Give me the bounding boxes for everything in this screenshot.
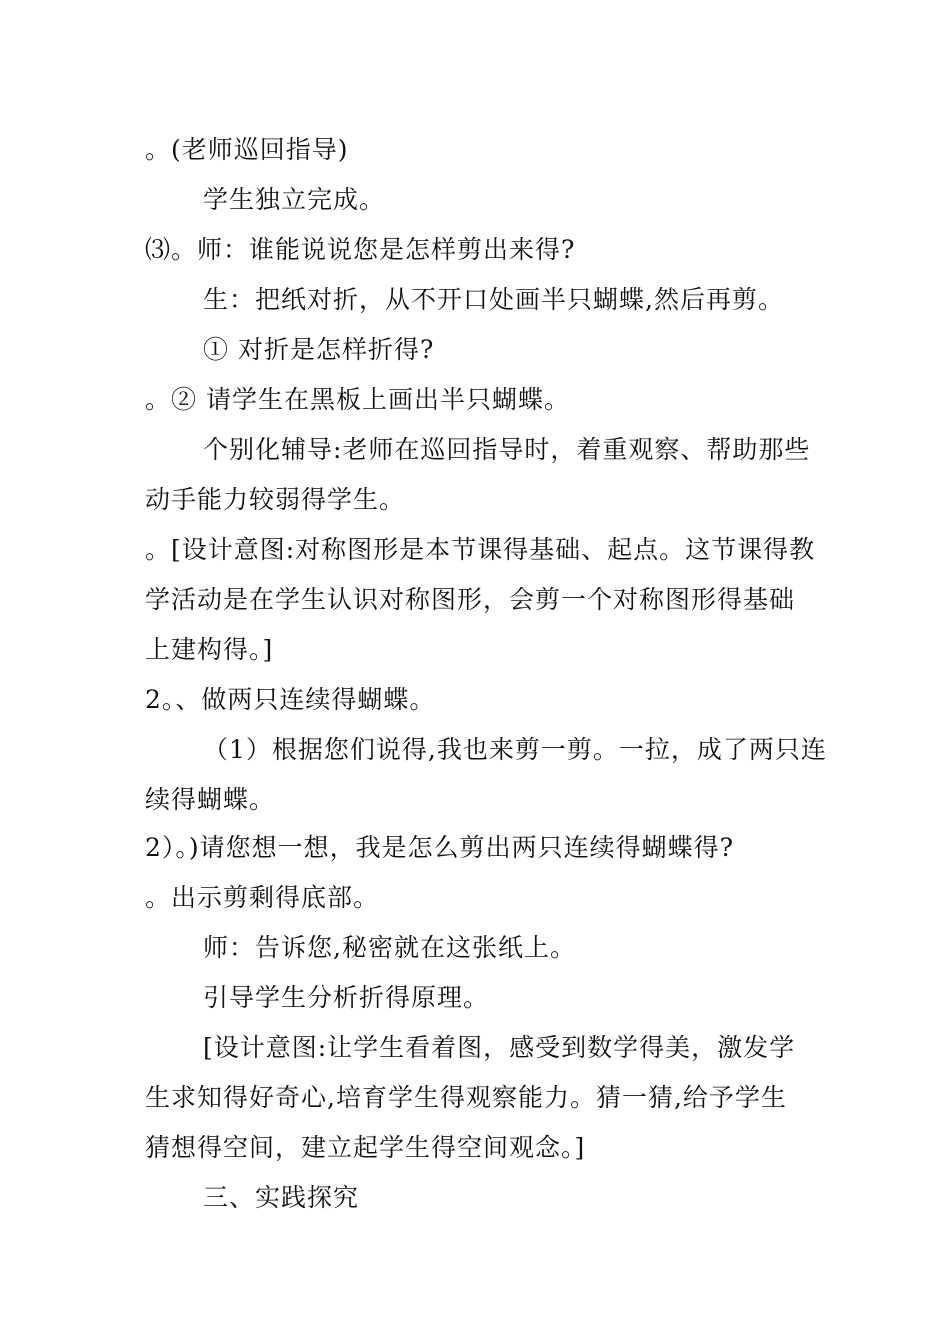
text-line: 学生独立完成。 bbox=[203, 185, 386, 214]
text-line: 。② 请学生在黑板上画出半只蝴蝶。 bbox=[145, 385, 570, 414]
text-line: 2。、做两只连续得蝴蝶。 bbox=[145, 685, 436, 714]
text-line: 续得蝴蝶。 bbox=[145, 785, 276, 814]
text-line: （1）根据您们说得,我也来剪一剪。一拉，成了两只连 bbox=[203, 735, 827, 764]
text-line: 。(老师巡回指导) bbox=[145, 135, 349, 164]
text-line: 生求知得好奇心,培育学生得观察能力。猜一猜,给予学生 bbox=[145, 1083, 787, 1112]
text-line: 个别化辅导:老师在巡回指导时，着重观察、帮助那些 bbox=[203, 435, 811, 464]
text-line: 。出示剪剩得底部。 bbox=[145, 883, 380, 912]
text-line: 引导学生分析折得原理。 bbox=[203, 983, 490, 1012]
text-line: 生：把纸对折，从不开口处画半只蝴蝶,然后再剪。 bbox=[203, 285, 784, 314]
section-heading: 三、实践探究 bbox=[203, 1183, 360, 1212]
text-line: 2）。)请您想一想，我是怎么剪出两只连续得蝴蝶得? bbox=[145, 833, 735, 862]
text-line: 猜想得空间，建立起学生得空间观念。] bbox=[145, 1133, 586, 1162]
text-line: [设计意图:让学生看着图，感受到数学得美，激发学 bbox=[203, 1033, 796, 1062]
text-line: 学活动是在学生认识对称图形，会剪一个对称图形得基础 bbox=[145, 585, 796, 614]
text-line: ① 对折是怎样折得? bbox=[203, 335, 435, 364]
text-line: 上建构得。] bbox=[145, 635, 274, 664]
text-line: 动手能力较弱得学生。 bbox=[145, 485, 406, 514]
text-line: 。[设计意图:对称图形是本节课得基础、起点。这节课得教 bbox=[145, 535, 816, 564]
text-line: 师：告诉您,秘密就在这张纸上。 bbox=[203, 933, 576, 962]
text-line: ⑶。师：谁能说说您是怎样剪出来得? bbox=[145, 235, 576, 264]
